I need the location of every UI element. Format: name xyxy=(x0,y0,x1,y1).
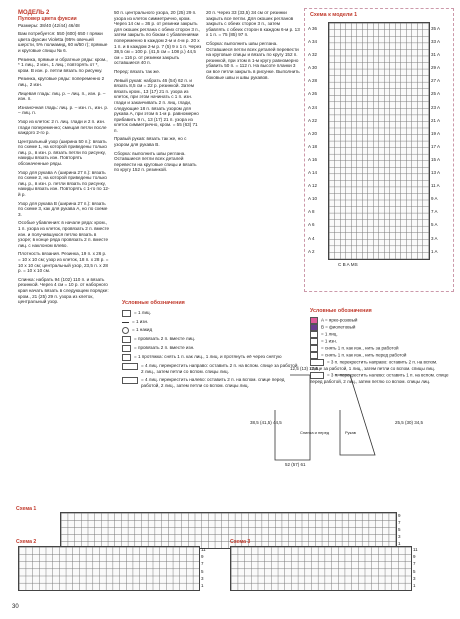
cable-left-icon xyxy=(122,377,138,384)
sleeve-label: Рукав xyxy=(345,430,356,435)
paragraph: Перед: вязать так же. xyxy=(114,68,161,74)
chart-bottom-labels: C B A MS xyxy=(338,262,358,267)
paragraph: Вам потребуется: 550 (600) 650 г пряжи цвета фуксии Violetta (95% овечьей шерсти, 5% полиамид, 60 м/50 г); прямые и круговые спицы № 6. xyxy=(18,31,108,53)
paragraph: Изнаночная гладь: лиц. р. – изн. п., изн. р. – лиц. п. xyxy=(18,104,109,116)
row-label: A 26 xyxy=(308,91,318,97)
measure-c: 38,5 (41,5) 44,5 xyxy=(250,420,282,425)
paragraph: Лицевая гладь: лиц. р. – лиц. п., изн. р. – изн. п. xyxy=(18,90,106,102)
row-label: 5 xyxy=(398,527,401,532)
paragraph: Резинка, прямые и обратные ряды: кром., * 1 лиц., 2 изн., 1 лиц.; повторять от *, кром. В изн. р. петли вязать по рисунку. xyxy=(18,56,108,73)
row-label: 25 A xyxy=(431,91,441,97)
legend-item: = 4 лиц. перекрестить направо: оставить 2 п. на вспом. спице за работой, 2 лиц., затем петли со вспом. спицы лиц. xyxy=(122,363,302,375)
row-label: 13 A xyxy=(431,170,441,176)
legend-item: = снять 1 п. как изн., нить перед работой xyxy=(310,352,450,359)
paragraph: Спинка: набрать 94 (102) 110 п. и вязать резинкой. Через 4 см = 10 р. от наборного края начать вязать в следующем порядке: кром., 21 (25) 29 п. узора из клеток, центральный узор. xyxy=(18,276,109,305)
p2tog-icon xyxy=(122,345,131,352)
page-number: 30 xyxy=(12,604,19,610)
row-label: A 16 xyxy=(308,156,318,162)
row-label: A 32 xyxy=(308,52,318,58)
paragraph: Резинка, круговые ряды: попеременно 2 лиц., 2 изн. xyxy=(18,76,105,87)
purl-symbol-icon xyxy=(122,322,129,323)
row-label: A 12 xyxy=(308,183,318,189)
row-label: 3 A xyxy=(431,235,438,241)
legend-item: = 1 накид xyxy=(122,327,302,334)
knit-symbol-icon xyxy=(310,331,318,338)
scheme2-title: Схема 2 xyxy=(16,539,37,545)
measure-h: 25,5 (30) 34,5 xyxy=(395,420,424,425)
paragraph: 50 п. центрального узора, 20 (25) 29 п. узора из клеток симметрично, кром. Через 14 см = 36 р. от резинки закрыть для окошек реглана с обеих сторон 3 п., затем закрыть по бокам с убавлениями попеременно в каждом 2-м и 4-м р. 20 х 1 п. и в каждом 2-м р. 7 (5) 9 х 1 п. Через 38,5 см = 100 р. (41,5 см = 108 р.) 44,5 см = 116 р. от резинки закрыть оставшиеся 40 п. xyxy=(114,10,202,66)
row-label: 7 xyxy=(201,561,204,567)
row-label: 9 xyxy=(398,513,401,518)
row-label: 9 A xyxy=(431,196,438,202)
scheme1-title: Схема 1 xyxy=(16,506,37,512)
paragraph: Узор для рукава А (ширина 27 п.): вязать по схеме 2, на которой приведены только лиц. р., в изн. р. петли вязать по рисунку, накиды вязать изн. Повторять с 1-го по 12-й р. xyxy=(18,169,110,198)
row-label: 33 A xyxy=(431,39,441,45)
row-label: A 34 xyxy=(308,39,318,45)
row-label: 7 xyxy=(413,561,416,567)
row-label: 5 xyxy=(413,568,416,574)
scheme1-grid xyxy=(60,512,397,549)
slip-back-icon xyxy=(310,345,318,352)
model1-chart-grid xyxy=(328,22,430,260)
row-label: A 30 xyxy=(308,65,318,71)
row-label: 27 A xyxy=(431,78,441,84)
scheme3-title: Схема 3 xyxy=(230,539,251,545)
row-label: 1 xyxy=(413,583,416,589)
model-title: МОДЕЛЬ 2 xyxy=(18,10,50,16)
k2tog-icon xyxy=(122,336,131,343)
scheme2-grid xyxy=(18,546,200,591)
measure-a: 12,5 (13) 13,5 xyxy=(290,366,319,371)
legend-item: = снять 1 п. как изн., нить за работой xyxy=(310,345,450,352)
row-label: 3 xyxy=(398,534,401,539)
row-label: 9 xyxy=(413,554,416,560)
text-column-1 xyxy=(18,10,110,308)
color-a: A = ярко-розовый xyxy=(310,317,450,324)
row-label: A 4 xyxy=(308,235,315,241)
row-label: A 22 xyxy=(308,117,318,123)
row-label: 1 A xyxy=(431,248,438,254)
paragraph: Левый рукав: набрать 46 (54) 62 п. и вязать 8,5 см = 22 р. резинкой. Затем вязать кром., 13 (17) 21 п. узора из клеток, при этом начинать с 1 п. изн. глади и заканчивать 2 п. лиц. глади, следующие 18 п. вязать узором для рукава А, при этом в 1-м р. равномерно прибавить 9 п., 13 (17) 21 п. узора из клеток симметрично, кром. = 55 (63) 71 п. xyxy=(114,77,199,133)
color-b: B = фиолетовый xyxy=(310,324,450,331)
legend-item: = 1 лиц. xyxy=(122,310,302,317)
row-label: A 28 xyxy=(308,78,318,84)
model-subtitle: Пуловер цвета фуксии xyxy=(18,16,77,22)
row-label: A 24 xyxy=(308,104,318,110)
paragraph: Особые убавления: в начале ряда: кром., 1 п. узора из клеток, провязать 2 п. вместе изн. и получившуюся петлю вязать в узоре; в конце ряда провязать 2 п. вместе лиц. с наклоном влево. xyxy=(18,220,110,248)
row-label: A 20 xyxy=(308,130,318,136)
row-label: A 2 xyxy=(308,248,315,254)
row-label: 29 A xyxy=(431,65,441,71)
ssk-icon xyxy=(122,354,131,361)
legend-item: = 4 лиц. перекрестить налево: оставить 2 п. на вспом. спице перед работой, 2 лиц., затем петли со вспом. спицы лиц. xyxy=(122,377,302,389)
row-label: 23 A xyxy=(431,104,441,110)
panel-legend-title: Условные обозначения xyxy=(310,308,372,314)
paragraph: 20 п. Через 33 (33,5) 34 см от резинки закрыть все петли. Для окошек регланов закрыть с обеих сторон 3 п., затем убавлять с обеих сторон в каждом 6-м р. 13 х 1 п. = 75 (85) 97 п. xyxy=(206,10,300,38)
cable-right-icon xyxy=(122,363,138,370)
scheme3-row-labels xyxy=(413,546,418,589)
row-label: 9 xyxy=(201,554,204,560)
panel-title: Схема к модели 1 xyxy=(310,12,358,18)
row-label: 31 A xyxy=(431,52,441,58)
scheme1-row-labels xyxy=(398,512,401,547)
paragraph: Сборка: выполнить швы реглана. Оставшиеся петли всех деталей перевести на круговые спицы и вязать по кругу 152 п. резинкой, при этом в 1-м кругу равномерно убавить 50 п. = 112 п. На высоте планки 3 см все петли закрыть в рисунке. Выполнить боковые швы и швы рукавов. xyxy=(206,40,300,80)
legend-item: = 1 лиц. xyxy=(310,331,450,338)
yarn-over-icon xyxy=(122,327,129,334)
scheme2-row-labels xyxy=(201,546,206,589)
legend-item: = 3 п. перекрестить направо: оставить 2 п. на вспом. спице за работой, 1 лиц., затем петли со вспом. спицы лиц. xyxy=(310,359,438,371)
legend-item: = провязать 2 п. вместе изн. xyxy=(122,345,302,352)
paragraph: Плотность вязания. Резинка, 19 п. х 26 р. = 10 х 10 см; узор из клеток, 18 п. х 28 р. = 10 х 10 см; центральный узор, 23,5 п. х 28 р. = 10 х 10 см. xyxy=(18,251,109,274)
legend-item: = 1 изн. xyxy=(310,338,450,345)
purple-swatch-icon xyxy=(310,324,318,331)
row-label: 35 A xyxy=(431,26,441,31)
paragraph: Центральный узор (ширина 50 п.): вязать по схеме 1, на которой приведены только лиц. р., в изн. р. вязать петли по рисунку, накиды вязать изн. Повторять обозначенные ряды. xyxy=(18,138,107,167)
paragraph: Размеры: 38/40 (42/44) 46/48 xyxy=(18,22,80,28)
legend-item: = 1 изн. xyxy=(122,319,302,325)
row-label: 11 A xyxy=(431,183,440,189)
row-label: A 36 xyxy=(308,26,318,31)
purl-symbol-icon xyxy=(310,338,318,345)
row-label: A 8 xyxy=(308,209,315,215)
slip-front-icon xyxy=(310,352,318,359)
row-label: 5 A xyxy=(431,222,438,228)
chart-row-labels-right xyxy=(431,22,440,258)
pink-swatch-icon xyxy=(310,317,318,324)
garment-schematic xyxy=(265,365,395,485)
legend-item: = 1 протяжка: снять 1 п. как лиц., 1 лиц. и протянуть её через снятую xyxy=(122,354,302,361)
text-column-3 xyxy=(206,10,300,83)
paragraph: Сборка: выполнить швы реглана. Оставшиеся петли всех деталей перевести на круговые спицы и вязать по кругу 152 п. резинкой. xyxy=(114,150,197,173)
row-label: 1 xyxy=(201,583,204,589)
scheme3-grid xyxy=(230,546,412,591)
row-label: A 6 xyxy=(308,222,315,228)
back-label: Спинка и перед xyxy=(300,430,330,435)
row-label: 11 xyxy=(413,547,418,552)
row-label: A 14 xyxy=(308,170,318,176)
row-label: 11 xyxy=(201,547,206,552)
row-label: 5 xyxy=(201,568,204,574)
paragraph: Узор из клеток: 2 п. лиц. глади и 2 п. изн. глади попеременно; смещая петли после каждого 2-го р. xyxy=(18,118,107,136)
row-label: 3 xyxy=(201,575,204,581)
row-label: A 18 xyxy=(308,143,318,149)
legend-item: = 3 п. перекрестить налево: оставить 1 п. на вспом. спице перед работой, 2 лиц., затем петлю со вспом. спицы лиц. xyxy=(310,372,449,384)
measure-f: 52 (57) 61 xyxy=(285,462,306,467)
row-label: 7 xyxy=(398,520,401,525)
row-label: 21 A xyxy=(431,117,441,123)
legend-item: = провязать 2 п. вместе лиц. xyxy=(122,336,302,343)
chart-row-labels-left xyxy=(308,22,317,258)
row-label: 7 A xyxy=(431,209,438,215)
row-label: 15 A xyxy=(431,156,441,162)
legend-title: Условные обозначения xyxy=(122,300,185,306)
row-label: 19 A xyxy=(431,130,441,136)
paragraph: Узор для рукава В (ширина 27 п.): вязать по схеме 3, как для рукава А, но по схеме 3. xyxy=(18,200,108,217)
row-label: A 10 xyxy=(308,196,318,202)
text-column-2 xyxy=(114,10,202,176)
knit-symbol-icon xyxy=(122,310,131,317)
row-label: 1 xyxy=(398,541,401,546)
paragraph: Правый рукав: вязать так же, но с узором для рукава В. xyxy=(114,136,187,148)
row-label: 17 A xyxy=(431,143,441,149)
row-label: 3 xyxy=(413,575,416,581)
